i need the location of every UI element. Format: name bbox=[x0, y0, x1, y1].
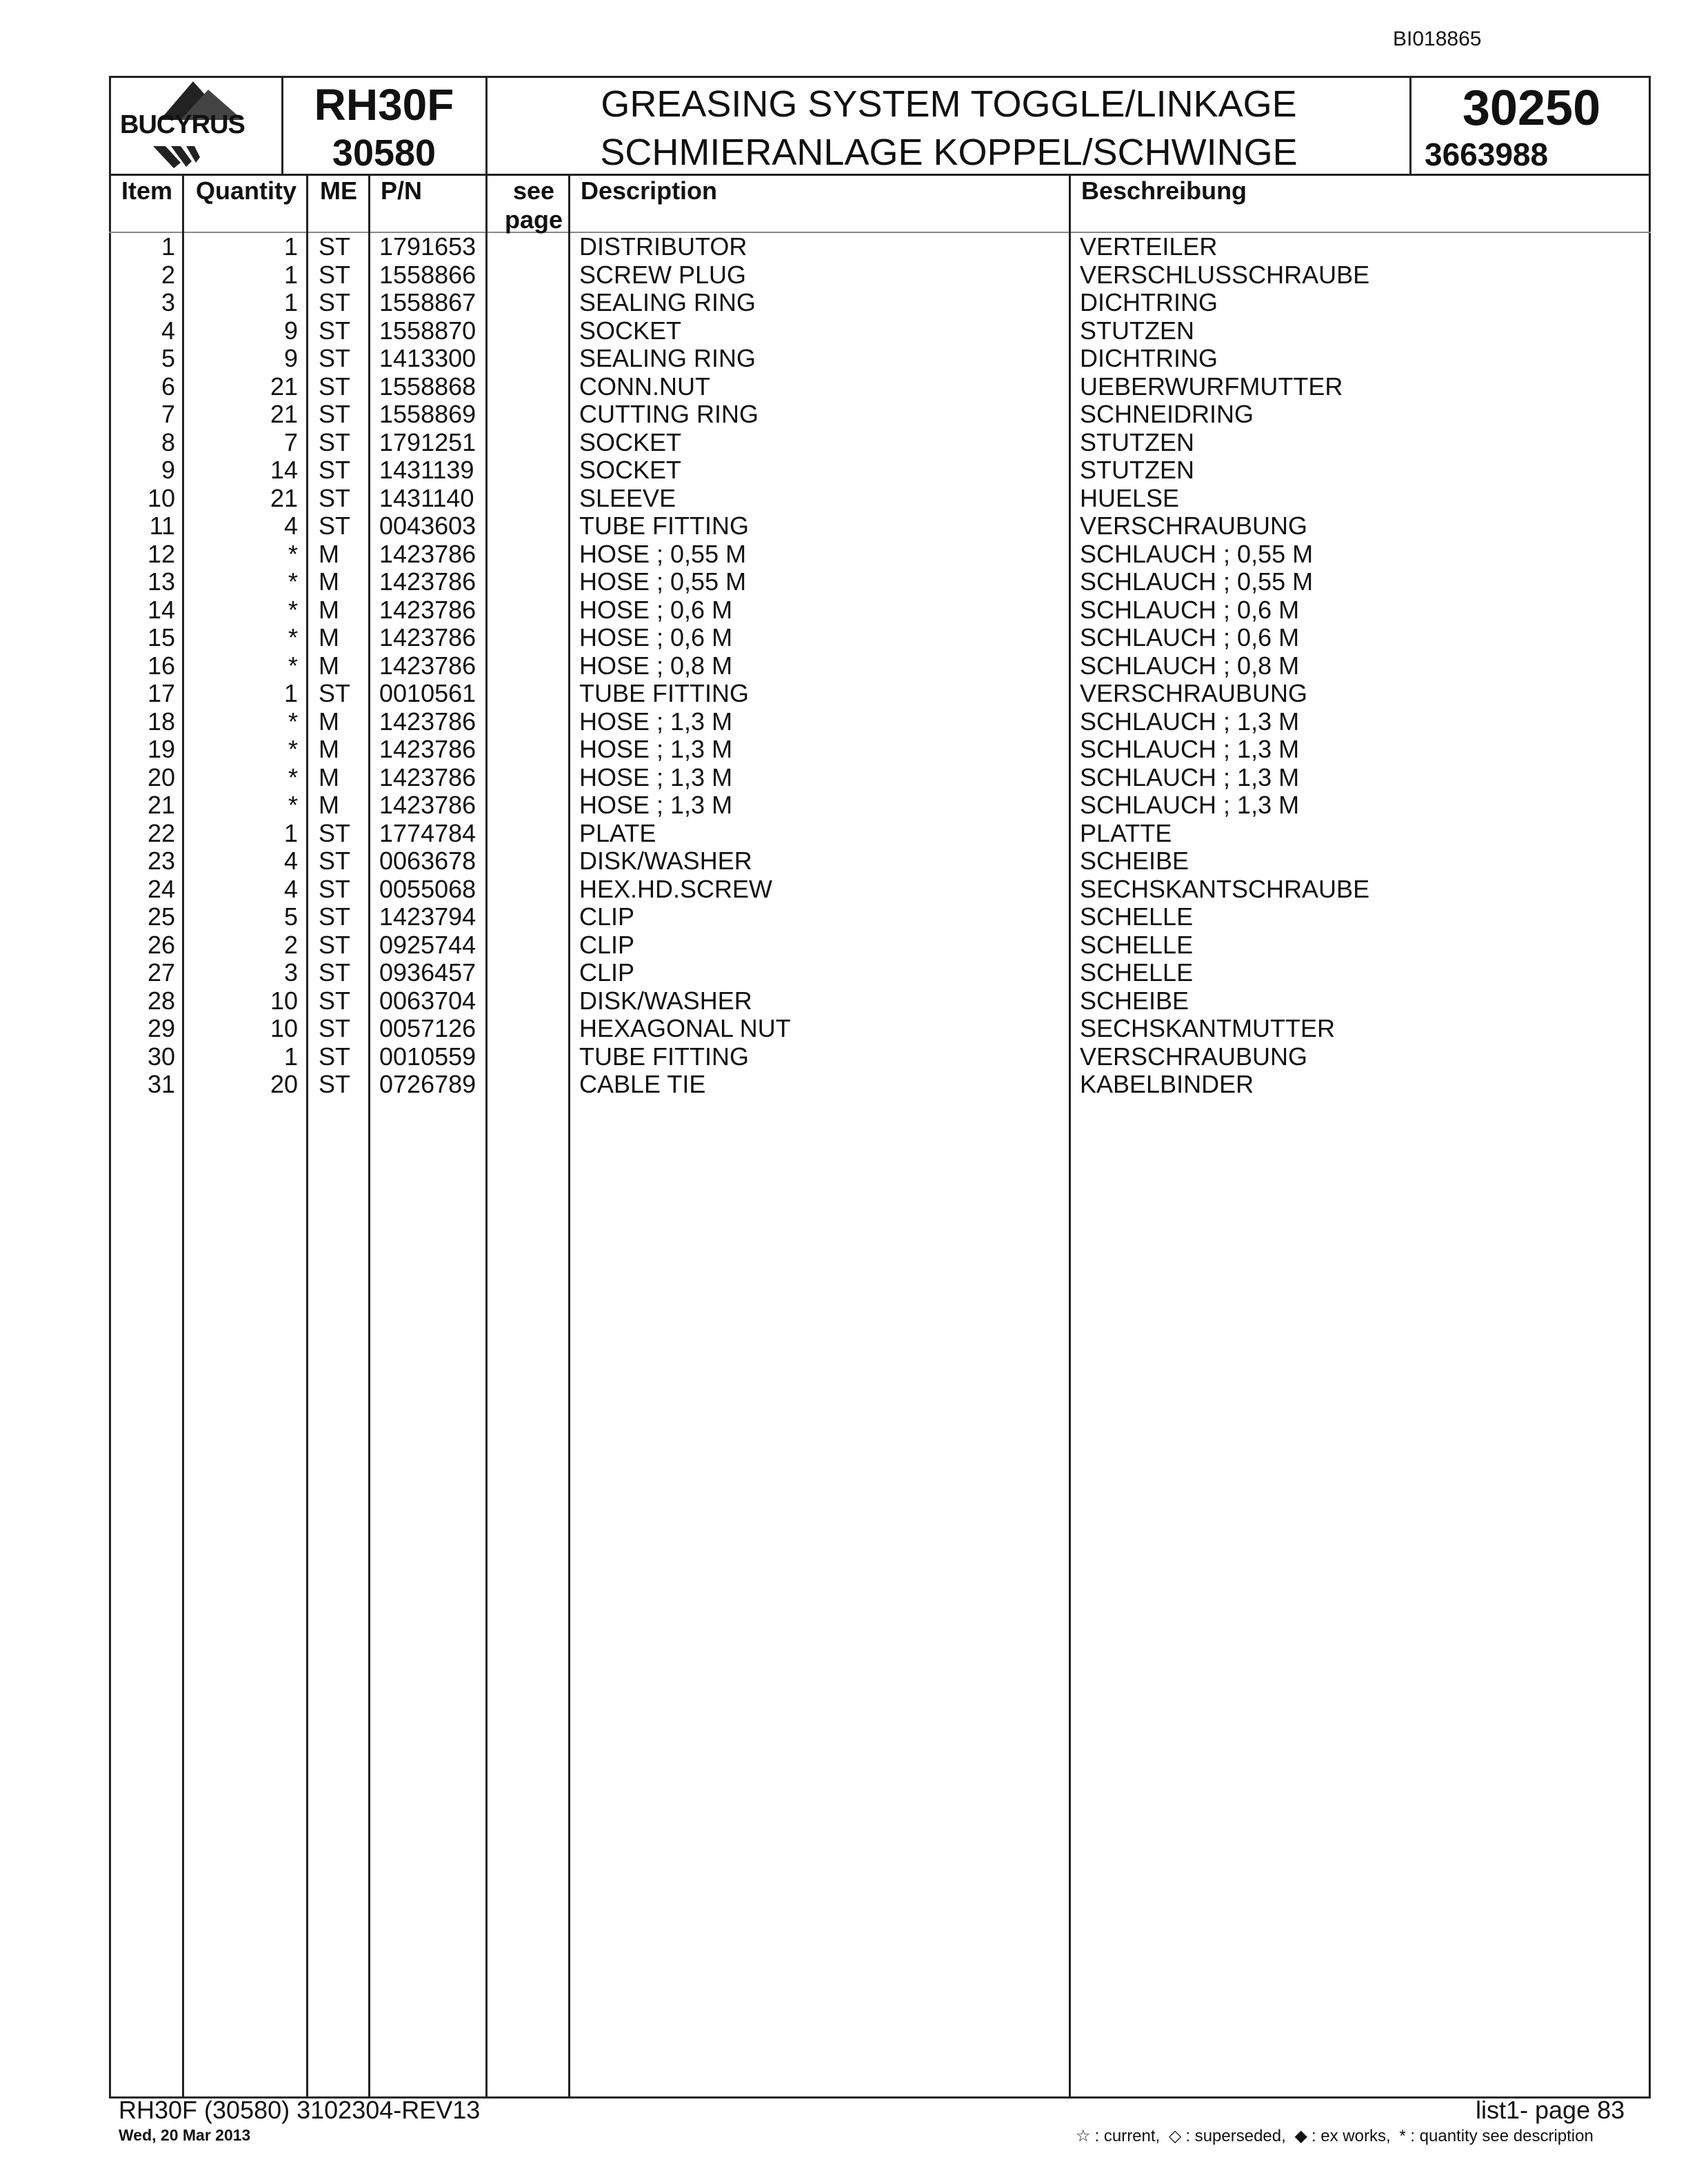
cell-item-number: 27 bbox=[147, 958, 175, 987]
cell-beschreibung: UEBERWURFMUTTER bbox=[1080, 372, 1343, 401]
model-name: RH30F bbox=[314, 80, 454, 130]
cell-unit: ST bbox=[319, 986, 351, 1015]
cell-unit: M bbox=[319, 762, 339, 791]
cell-part-number: 1423786 bbox=[379, 707, 476, 736]
footer-legend bbox=[1076, 2126, 1598, 2146]
col-header-page: page bbox=[504, 205, 563, 234]
cell-description: HOSE ; 1,3 M bbox=[579, 707, 733, 736]
cell-description: SEALING RING bbox=[579, 288, 756, 316]
cell-part-number: 1423786 bbox=[379, 651, 476, 680]
cell-unit: M bbox=[319, 567, 339, 596]
cell-item-number: 6 bbox=[161, 372, 175, 401]
cell-quantity: 10 bbox=[270, 986, 298, 1015]
table-row bbox=[0, 289, 1688, 316]
cell-quantity: 21 bbox=[270, 483, 298, 512]
cell-item-number: 1 bbox=[161, 232, 175, 261]
cell-description: HEXAGONAL NUT bbox=[579, 1014, 791, 1042]
cell-part-number: 0726789 bbox=[379, 1070, 476, 1098]
diamond-outline-icon: ◇ bbox=[1168, 2127, 1182, 2145]
cell-part-number: 1791251 bbox=[379, 427, 476, 456]
table-row bbox=[0, 708, 1688, 736]
cell-part-number: 1431140 bbox=[379, 483, 474, 512]
cell-unit: ST bbox=[319, 874, 351, 903]
cell-beschreibung: SCHLAUCH ; 0,55 M bbox=[1080, 539, 1314, 568]
table-row bbox=[0, 1071, 1688, 1098]
table-row bbox=[0, 540, 1688, 568]
cell-quantity: 4 bbox=[283, 512, 298, 540]
cell-item-number: 5 bbox=[161, 344, 175, 372]
cell-part-number: 0055068 bbox=[379, 874, 476, 903]
logo-wordmark: BUCYRUS bbox=[120, 110, 245, 139]
table-row bbox=[0, 820, 1688, 847]
col-header-me: ME bbox=[320, 176, 357, 205]
cell-item-number: 3 bbox=[161, 288, 175, 316]
cell-part-number: 1774784 bbox=[379, 818, 476, 847]
cell-unit: ST bbox=[319, 427, 351, 456]
cell-quantity: * bbox=[288, 735, 298, 763]
cell-unit: ST bbox=[319, 344, 351, 372]
cell-part-number: 0057126 bbox=[379, 1014, 476, 1042]
bucyrus-logo bbox=[112, 77, 281, 174]
table-row bbox=[0, 987, 1688, 1015]
cell-unit: ST bbox=[319, 902, 351, 931]
table-row bbox=[0, 512, 1688, 540]
cell-item-number: 20 bbox=[147, 762, 175, 791]
cell-beschreibung: SCHELLE bbox=[1080, 902, 1194, 931]
cell-quantity: 1 bbox=[283, 679, 298, 707]
cell-item-number: 12 bbox=[147, 539, 175, 568]
cell-quantity: 14 bbox=[270, 456, 298, 484]
cell-unit: ST bbox=[319, 372, 351, 401]
cell-quantity: 9 bbox=[283, 316, 298, 345]
diamond-filled-icon: ◆ bbox=[1294, 2127, 1307, 2145]
table-row bbox=[0, 456, 1688, 484]
group-number: 30250 bbox=[1462, 81, 1601, 136]
cell-part-number: 1791653 bbox=[379, 232, 476, 261]
cell-part-number: 1413300 bbox=[379, 344, 476, 372]
cell-unit: ST bbox=[319, 260, 351, 289]
cell-description: HOSE ; 0,6 M bbox=[579, 623, 733, 651]
cell-item-number: 4 bbox=[161, 316, 175, 345]
legend-current: : current, bbox=[1094, 2127, 1160, 2145]
cell-beschreibung: SCHLAUCH ; 1,3 M bbox=[1080, 762, 1300, 791]
cell-description: HOSE ; 0,55 M bbox=[579, 539, 747, 568]
cell-item-number: 22 bbox=[147, 818, 175, 847]
table-row bbox=[0, 429, 1688, 456]
cell-beschreibung: DICHTRING bbox=[1080, 344, 1218, 372]
cell-description: SOCKET bbox=[579, 316, 682, 345]
cell-part-number: 1431139 bbox=[379, 456, 474, 484]
col-header-item: Item bbox=[121, 176, 173, 205]
cell-description: HOSE ; 1,3 M bbox=[579, 762, 733, 791]
cell-beschreibung: SCHEIBE bbox=[1080, 847, 1189, 875]
cell-description: CLIP bbox=[579, 958, 635, 987]
col-header-description: Description bbox=[581, 176, 718, 205]
cell-beschreibung: KABELBINDER bbox=[1080, 1070, 1254, 1098]
cell-beschreibung: STUTZEN bbox=[1080, 427, 1194, 456]
footer-date: Wed, 20 Mar 2013 bbox=[119, 2126, 251, 2144]
cell-unit: ST bbox=[319, 400, 351, 428]
cell-beschreibung: HUELSE bbox=[1080, 483, 1180, 512]
cell-item-number: 10 bbox=[147, 483, 175, 512]
cell-unit: ST bbox=[319, 483, 351, 512]
cell-description: CLIP bbox=[579, 930, 635, 959]
cell-quantity: 1 bbox=[283, 260, 298, 289]
cell-beschreibung: STUTZEN bbox=[1080, 316, 1194, 345]
table-row bbox=[0, 568, 1688, 596]
document-id: BI018865 bbox=[1393, 28, 1482, 50]
cell-unit: M bbox=[319, 595, 339, 624]
cell-item-number: 30 bbox=[147, 1042, 175, 1071]
cell-part-number: 1423786 bbox=[379, 567, 476, 596]
cell-unit: ST bbox=[319, 512, 351, 540]
cell-part-number: 0063678 bbox=[379, 847, 476, 875]
table-row bbox=[0, 876, 1688, 903]
cell-part-number: 1423786 bbox=[379, 595, 476, 624]
cell-unit: ST bbox=[319, 930, 351, 959]
cell-item-number: 16 bbox=[147, 651, 175, 680]
table-row bbox=[0, 736, 1688, 763]
model-code: 30580 bbox=[332, 132, 436, 174]
cell-quantity: * bbox=[288, 539, 298, 568]
table-row bbox=[0, 596, 1688, 624]
cell-quantity: 2 bbox=[283, 930, 298, 959]
star-icon: ☆ bbox=[1076, 2127, 1091, 2145]
title-german: SCHMIERANLAGE KOPPEL/SCHWINGE bbox=[600, 132, 1298, 173]
cell-quantity: * bbox=[288, 623, 298, 651]
cell-beschreibung: SCHLAUCH ; 0,8 M bbox=[1080, 651, 1300, 680]
cell-quantity: 20 bbox=[270, 1070, 298, 1098]
col-header-see-page bbox=[499, 176, 568, 234]
cell-quantity: 3 bbox=[283, 958, 298, 987]
cell-description: CONN.NUT bbox=[579, 372, 710, 401]
cell-description: HOSE ; 0,55 M bbox=[579, 567, 747, 596]
cell-item-number: 7 bbox=[161, 400, 175, 428]
cell-item-number: 28 bbox=[147, 986, 175, 1015]
col-header-pn: P/N bbox=[381, 176, 423, 205]
table-row bbox=[0, 317, 1688, 345]
cell-description: DISK/WASHER bbox=[579, 986, 752, 1015]
cell-unit: ST bbox=[319, 1042, 351, 1071]
cell-item-number: 24 bbox=[147, 874, 175, 903]
cell-quantity: * bbox=[288, 651, 298, 680]
cell-beschreibung: SCHNEIDRING bbox=[1080, 400, 1254, 428]
cell-part-number: 1423794 bbox=[379, 902, 476, 931]
cell-unit: ST bbox=[319, 288, 351, 316]
cell-quantity: 9 bbox=[283, 344, 298, 372]
cell-part-number: 0010559 bbox=[379, 1042, 476, 1071]
table-row bbox=[0, 791, 1688, 819]
cell-beschreibung: SCHLAUCH ; 1,3 M bbox=[1080, 707, 1300, 736]
cell-beschreibung: SECHSKANTMUTTER bbox=[1080, 1014, 1336, 1042]
cell-description: CABLE TIE bbox=[579, 1070, 706, 1098]
cell-unit: ST bbox=[319, 456, 351, 484]
cell-part-number: 1423786 bbox=[379, 762, 476, 791]
table-row bbox=[0, 261, 1688, 289]
table-row bbox=[0, 233, 1688, 261]
table-row bbox=[0, 959, 1688, 987]
cell-unit: ST bbox=[319, 316, 351, 345]
legend-ex-works: : ex works, bbox=[1311, 2127, 1391, 2145]
cell-item-number: 25 bbox=[147, 902, 175, 931]
group-code: 3663988 bbox=[1425, 136, 1549, 172]
cell-description: SOCKET bbox=[579, 427, 682, 456]
cell-beschreibung: SCHLAUCH ; 1,3 M bbox=[1080, 791, 1300, 819]
cell-part-number: 1423786 bbox=[379, 623, 476, 651]
cell-beschreibung: PLATTE bbox=[1080, 818, 1172, 847]
cell-quantity: 1 bbox=[283, 288, 298, 316]
cell-beschreibung: SECHSKANTSCHRAUBE bbox=[1080, 874, 1370, 903]
cell-item-number: 19 bbox=[147, 735, 175, 763]
cell-unit: M bbox=[319, 651, 339, 680]
table-row bbox=[0, 485, 1688, 512]
cell-item-number: 14 bbox=[147, 595, 175, 624]
cell-quantity: * bbox=[288, 707, 298, 736]
cell-quantity: * bbox=[288, 567, 298, 596]
cell-description: TUBE FITTING bbox=[579, 679, 749, 707]
cell-unit: ST bbox=[319, 1014, 351, 1042]
cell-quantity: 4 bbox=[283, 847, 298, 875]
cell-beschreibung: SCHLAUCH ; 0,6 M bbox=[1080, 623, 1300, 651]
cell-quantity: 1 bbox=[283, 818, 298, 847]
cell-part-number: 1558870 bbox=[379, 316, 476, 345]
cell-description: SEALING RING bbox=[579, 344, 756, 372]
footer-page-number: list1- page 83 bbox=[1476, 2096, 1625, 2124]
legend-superseded: : superseded, bbox=[1185, 2127, 1286, 2145]
cell-beschreibung: SCHLAUCH ; 1,3 M bbox=[1080, 735, 1300, 763]
cell-part-number: 0043603 bbox=[379, 512, 476, 540]
cell-description: SOCKET bbox=[579, 456, 682, 484]
col-header-quantity: Quantity bbox=[196, 176, 297, 205]
cell-beschreibung: VERSCHRAUBUNG bbox=[1080, 679, 1308, 707]
cell-unit: ST bbox=[319, 847, 351, 875]
cell-item-number: 31 bbox=[147, 1070, 175, 1098]
cell-beschreibung: SCHELLE bbox=[1080, 958, 1194, 987]
cell-item-number: 13 bbox=[147, 567, 175, 596]
cell-quantity: 10 bbox=[270, 1014, 298, 1042]
cell-part-number: 1423786 bbox=[379, 791, 476, 819]
cell-item-number: 2 bbox=[161, 260, 175, 289]
cell-description: DISTRIBUTOR bbox=[579, 232, 747, 261]
table-row bbox=[0, 1015, 1688, 1042]
table-row bbox=[0, 903, 1688, 931]
cell-beschreibung: DICHTRING bbox=[1080, 288, 1218, 316]
cell-unit: M bbox=[319, 707, 339, 736]
divider-title bbox=[1409, 76, 1411, 176]
cell-unit: ST bbox=[319, 818, 351, 847]
cell-item-number: 17 bbox=[147, 679, 175, 707]
table-row bbox=[0, 847, 1688, 875]
cell-description: CLIP bbox=[579, 902, 635, 931]
cell-unit: ST bbox=[319, 679, 351, 707]
title-english: GREASING SYSTEM TOGGLE/LINKAGE bbox=[601, 83, 1297, 125]
cell-part-number: 1558867 bbox=[379, 288, 476, 316]
cell-part-number: 0063704 bbox=[379, 986, 476, 1015]
cell-quantity: 21 bbox=[270, 400, 298, 428]
table-row bbox=[0, 624, 1688, 651]
cell-item-number: 21 bbox=[147, 791, 175, 819]
cell-unit: ST bbox=[319, 232, 351, 261]
cell-quantity: 1 bbox=[283, 232, 298, 261]
cell-description: SLEEVE bbox=[579, 483, 676, 512]
table-row bbox=[0, 1043, 1688, 1071]
cell-part-number: 0925744 bbox=[379, 930, 476, 959]
cell-item-number: 23 bbox=[147, 847, 175, 875]
cell-item-number: 29 bbox=[147, 1014, 175, 1042]
cell-item-number: 15 bbox=[147, 623, 175, 651]
cell-quantity: * bbox=[288, 791, 298, 819]
cell-beschreibung: SCHELLE bbox=[1080, 930, 1194, 959]
cell-description: TUBE FITTING bbox=[579, 512, 749, 540]
cell-part-number: 1558868 bbox=[379, 372, 476, 401]
cell-part-number: 1558869 bbox=[379, 400, 476, 428]
cell-part-number: 1423786 bbox=[379, 735, 476, 763]
table-row bbox=[0, 931, 1688, 959]
table-row bbox=[0, 652, 1688, 680]
cell-description: DISK/WASHER bbox=[579, 847, 752, 875]
cell-description: CUTTING RING bbox=[579, 400, 758, 428]
col-header-beschreibung: Beschreibung bbox=[1081, 176, 1247, 205]
cell-unit: M bbox=[319, 623, 339, 651]
cell-beschreibung: SCHEIBE bbox=[1080, 986, 1189, 1015]
cell-item-number: 18 bbox=[147, 707, 175, 736]
cell-quantity: * bbox=[288, 595, 298, 624]
cell-description: HOSE ; 1,3 M bbox=[579, 791, 733, 819]
cell-description: HOSE ; 0,8 M bbox=[579, 651, 733, 680]
cell-unit: ST bbox=[319, 1070, 351, 1098]
cell-item-number: 11 bbox=[149, 512, 175, 540]
table-row bbox=[0, 373, 1688, 401]
cell-item-number: 8 bbox=[161, 427, 175, 456]
cell-description: HOSE ; 1,3 M bbox=[579, 735, 733, 763]
cell-part-number: 1558866 bbox=[379, 260, 476, 289]
cell-unit: ST bbox=[319, 958, 351, 987]
cell-part-number: 0936457 bbox=[379, 958, 476, 987]
cell-description: HEX.HD.SCREW bbox=[579, 874, 773, 903]
cell-unit: M bbox=[319, 539, 339, 568]
table-row bbox=[0, 764, 1688, 791]
cell-quantity: 4 bbox=[283, 874, 298, 903]
cell-quantity: 21 bbox=[270, 372, 298, 401]
cell-beschreibung: VERSCHRAUBUNG bbox=[1080, 512, 1308, 540]
cell-description: SCREW PLUG bbox=[579, 260, 747, 289]
table-row bbox=[0, 401, 1688, 428]
cell-unit: M bbox=[319, 791, 339, 819]
cell-beschreibung: STUTZEN bbox=[1080, 456, 1194, 484]
cell-quantity: 1 bbox=[283, 1042, 298, 1071]
cell-item-number: 9 bbox=[161, 456, 175, 484]
cell-beschreibung: VERSCHLUSSCHRAUBE bbox=[1080, 260, 1370, 289]
cell-item-number: 26 bbox=[147, 930, 175, 959]
cell-quantity: 5 bbox=[283, 902, 298, 931]
cell-beschreibung: SCHLAUCH ; 0,55 M bbox=[1080, 567, 1314, 596]
col-header-see: see bbox=[512, 176, 555, 205]
cell-description: PLATE bbox=[579, 818, 656, 847]
cell-quantity: 7 bbox=[283, 427, 298, 456]
cell-part-number: 0010561 bbox=[379, 679, 476, 707]
cell-description: TUBE FITTING bbox=[579, 1042, 749, 1071]
cell-beschreibung: VERTEILER bbox=[1080, 232, 1218, 261]
cell-description: HOSE ; 0,6 M bbox=[579, 595, 733, 624]
cell-beschreibung: VERSCHRAUBUNG bbox=[1080, 1042, 1308, 1071]
cell-part-number: 1423786 bbox=[379, 539, 476, 568]
table-row bbox=[0, 345, 1688, 372]
cell-quantity: * bbox=[288, 762, 298, 791]
legend-quantity: * : quantity see description bbox=[1399, 2127, 1594, 2145]
table-row bbox=[0, 680, 1688, 707]
cell-beschreibung: SCHLAUCH ; 0,6 M bbox=[1080, 595, 1300, 624]
footer-doc-ref: RH30F (30580) 3102304-REV13 bbox=[119, 2096, 481, 2124]
cell-unit: M bbox=[319, 735, 339, 763]
